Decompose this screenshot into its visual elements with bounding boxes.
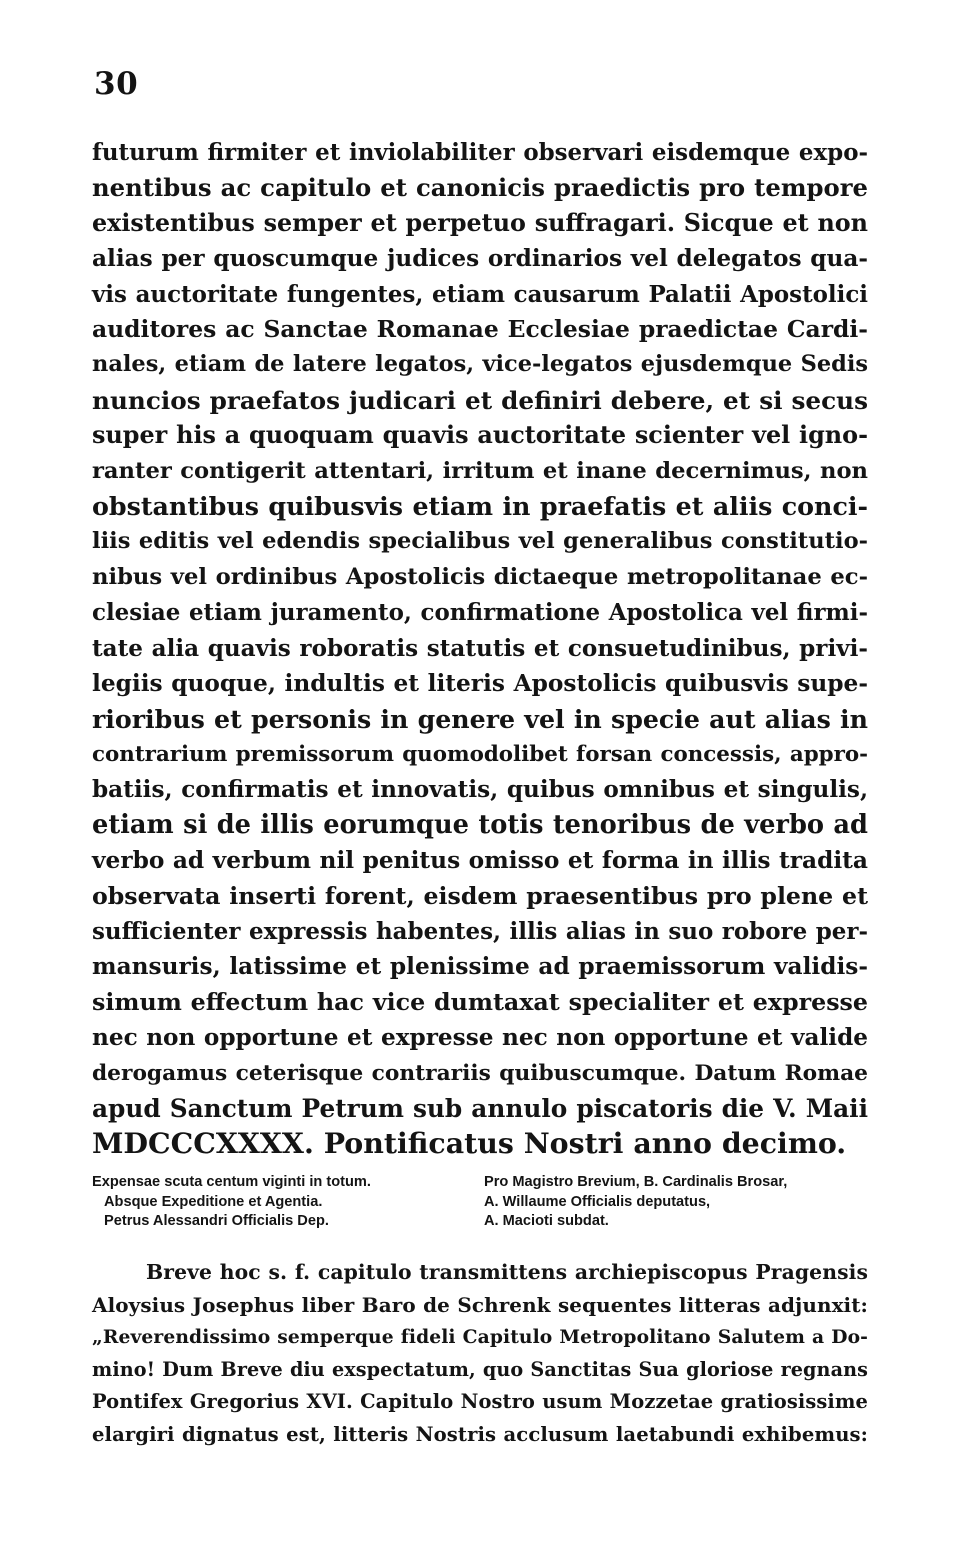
text-line: alias per quoscumque judices ordinarios vel delegatos qua- (92, 245, 868, 273)
text-line: Aloysius Josephus liber Baro de Schrenk sequentes litteras adjunxit: (92, 1292, 868, 1317)
text-line: mansuris, latissime et plenissime ad praemissorum validis- (92, 953, 868, 981)
text-line: vis auctoritate fungentes, etiam causarum Palatii Apostolici (92, 280, 868, 308)
main-body-text (92, 135, 868, 1162)
text-line: auditores ac Sanctae Romanae Ecclesiae praedictae Cardi- (92, 315, 868, 344)
text-line: apud Sanctum Petrum sub annulo piscatoris die V. Maii (92, 1093, 868, 1123)
text-line: super his a quoquam quavis auctoritate scienter vel igno- (92, 421, 868, 450)
text-line: etiam si de illis eorumque totis tenoribus de verbo ad (92, 809, 868, 840)
text-line: elargiri dignatus est, litteris Nostris acclusum laetabundi exhibemus: (92, 1422, 868, 1446)
text-line: rioribus et personis in genere vel in specie aut alias in (92, 703, 868, 734)
signature-right-column (484, 1173, 868, 1232)
text-line: clesiae etiam juramento, confirmatione Apostolica vel firmi- (92, 599, 868, 627)
signature-line: Expensae scuta centum viginti in totum. (92, 1174, 371, 1190)
signature-line: A. Macioti subdat. (484, 1213, 609, 1229)
text-line: derogamus ceterisque contrariis quibuscumque. Datum Romae (92, 1060, 868, 1086)
text-line: contrarium premissorum quomodolibet forsan concessis, appro- (92, 741, 868, 767)
text-line: obstantibus quibusvis etiam in praefatis et aliis conci- (92, 491, 868, 522)
signature-line: A. Willaume Officialis deputatus, (484, 1193, 711, 1210)
signature-left-column (92, 1173, 464, 1232)
signature-line: Pro Magistro Brevium, B. Cardinalis Brosar, (484, 1174, 788, 1190)
text-line: observata inserti forent, eisdem praesentibus pro plene et (92, 881, 868, 910)
text-line: tate alia quavis roboratis statutis et consuetudinibus, privi- (92, 634, 868, 662)
text-line: liis editis vel edendis specialibus vel generalibus constitutio- (92, 528, 868, 555)
text-line: Breve hoc s. f. capitulo transmittens archiepiscopus Pragensis (146, 1260, 868, 1284)
text-line: nuncios praefatos judicari et definiri debere, et si secus (92, 385, 868, 415)
text-line: MDCCCXXXX. Pontificatus Nostri anno decimo. (92, 1126, 847, 1161)
closing-paragraph (92, 1256, 868, 1452)
text-line: nibus vel ordinibus Apostolicis dictaeque metropolitanae ec- (92, 563, 868, 590)
text-line: simum effectum hac vice dumtaxat specialiter et expresse (92, 987, 868, 1016)
text-line: ranter contigerit attentari, irritum et inane decernimus, non (92, 457, 868, 484)
text-line: existentibus semper et perpetuo suffragari. Sicque et non (92, 208, 868, 237)
page-number: 30 (94, 66, 139, 102)
text-line: batiis, confirmatis et innovatis, quibus omnibus et singulis, (92, 776, 868, 804)
signature-line: Absque Expeditione et Agentia. (104, 1193, 323, 1210)
text-line: sufficienter expressis habentes, illis alias in suo robore per- (92, 917, 868, 945)
text-line: verbo ad verbum nil penitus omisso et forma in illis tradita (92, 847, 868, 875)
signature-line: Petrus Alessandri Officialis Dep. (104, 1213, 329, 1229)
text-line: nentibus ac capitulo et canonicis praedictis pro tempore (92, 173, 868, 203)
text-line: futurum firmiter et inviolabiliter observari eisdemque expo- (92, 139, 868, 166)
text-line: legiis quoque, indultis et literis Apostolicis quibusvis supe- (92, 670, 868, 698)
signature-block (92, 1173, 868, 1245)
text-line: nec non opportune et expresse nec non opportune et valide (92, 1024, 868, 1052)
text-line: nales, etiam de latere legatos, vice-legatos ejusdemque Sedis (92, 351, 868, 378)
text-line: „Reverendissimo semperque fideli Capitulo Metropolitano Salutem a Do- (92, 1326, 868, 1349)
text-line: mino! Dum Breve diu exspectatum, quo Sanctitas Sua gloriose regnans (92, 1357, 868, 1381)
text-line: Pontifex Gregorius XVI. Capitulo Nostro usum Mozzetae gratiosissime (92, 1390, 868, 1414)
